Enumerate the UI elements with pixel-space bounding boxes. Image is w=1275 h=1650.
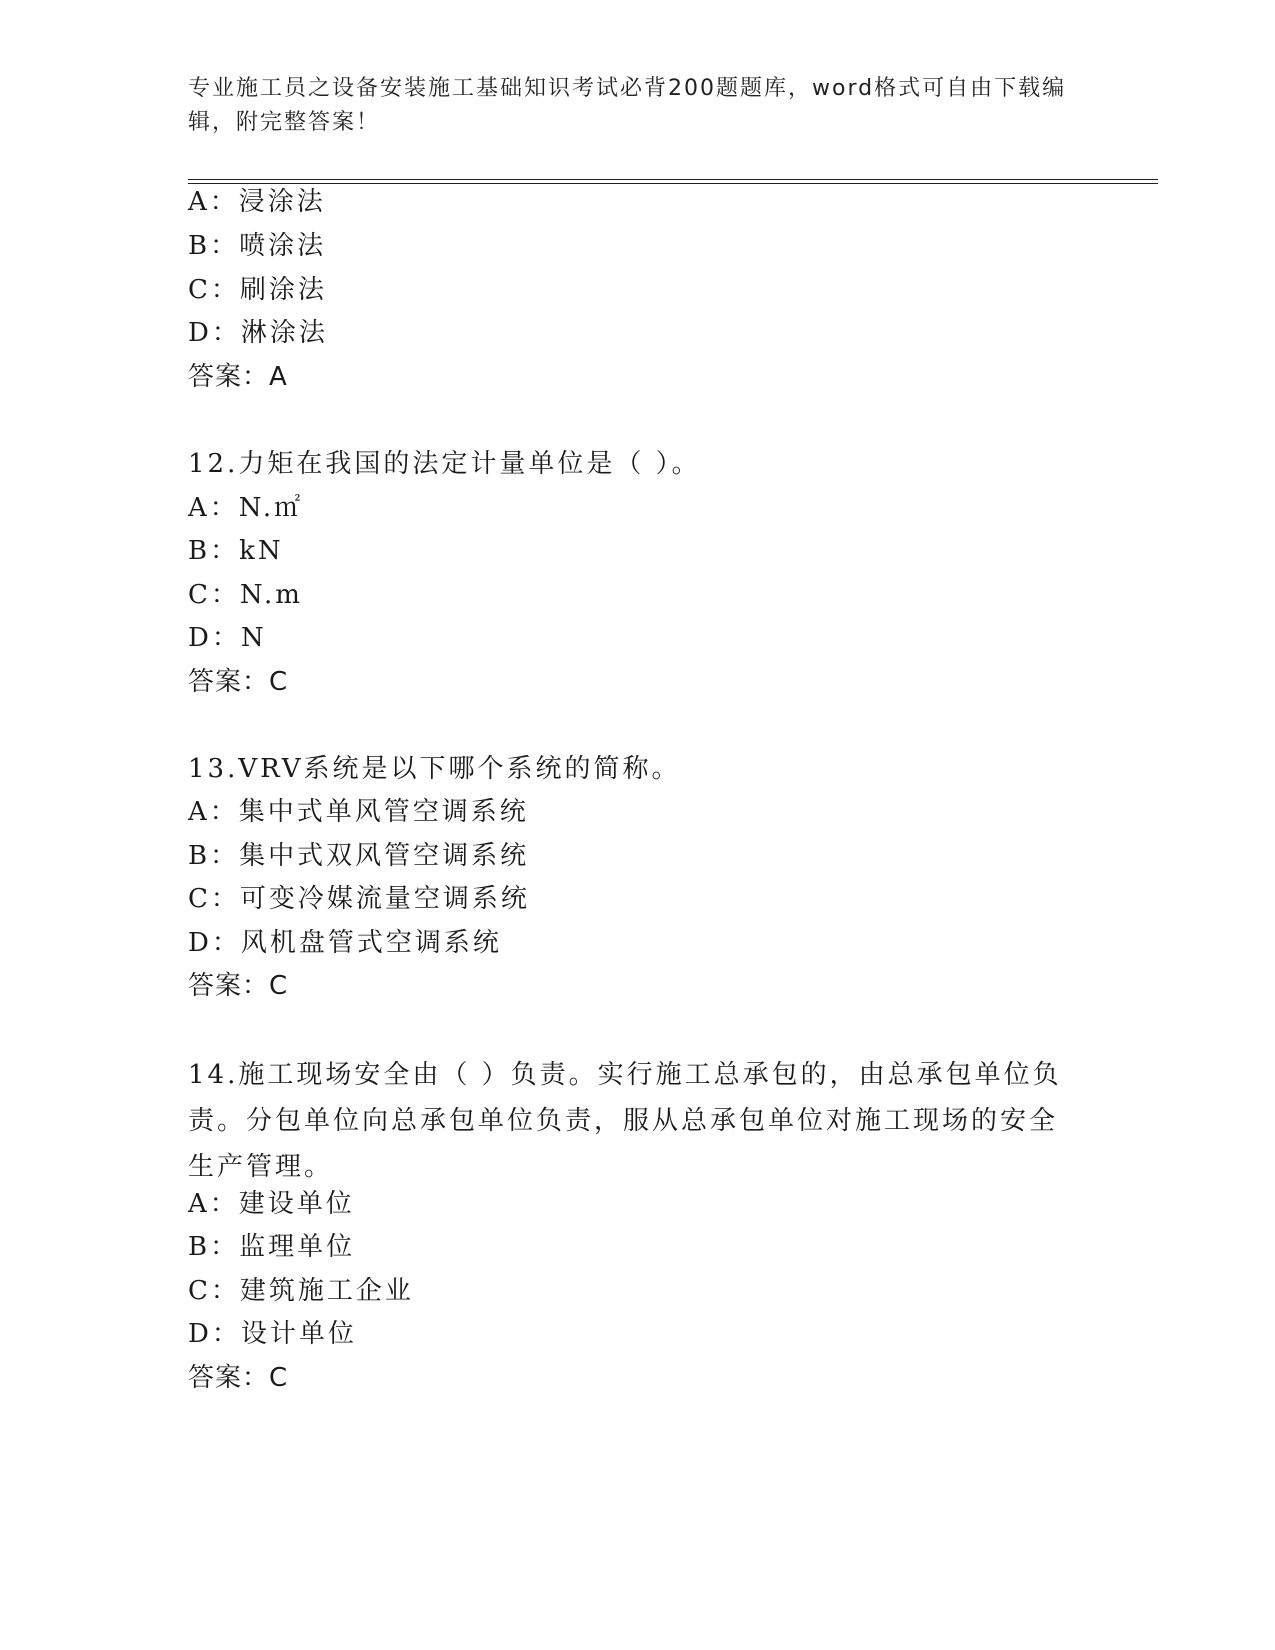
q11-option-c: C：刷涂法 xyxy=(188,275,327,305)
q14-option-a: A：建设单位 xyxy=(188,1189,355,1219)
q12-option-d: D：N xyxy=(188,623,267,653)
q11-option-b: B：喷涂法 xyxy=(188,231,327,261)
document-header-title: 专业施工员之设备安装施工基础知识考试必背200题题库，word格式可自由下载编辑，附完整答案！ xyxy=(188,76,1067,135)
q14-option-c: C：建筑施工企业 xyxy=(188,1276,414,1306)
q13-option-a: A：集中式单风管空调系统 xyxy=(188,797,529,827)
header-divider xyxy=(188,179,1158,184)
q14-option-b: B：监理单位 xyxy=(188,1232,356,1262)
q13-option-d: D：风机盘管式空调系统 xyxy=(188,928,502,958)
q14-option-d: D：设计单位 xyxy=(188,1319,357,1349)
q12-option-c: C：N.m xyxy=(188,580,303,610)
q14-answer: 答案：C xyxy=(188,1363,289,1393)
q11-answer: 答案：A xyxy=(188,362,288,392)
q11-option-d: D：淋涂法 xyxy=(188,318,328,348)
q12-option-a: A：N.㎡ xyxy=(188,493,304,523)
q14-question: 14.施工现场安全由（ ）负责。实行施工总承包的，由总承包单位负责。分包单位向总承包单位负责，服从总承包单位对施工现场的安全生产管理。 xyxy=(188,1060,1062,1182)
q12-answer: 答案：C xyxy=(188,667,289,697)
q11-option-a: A：浸涂法 xyxy=(188,187,326,217)
q13-question: 13.VRV系统是以下哪个系统的简称。 xyxy=(188,754,681,784)
q13-option-c: C：可变冷媒流量空调系统 xyxy=(188,884,530,914)
q12-question: 12.力矩在我国的法定计量单位是（ ）。 xyxy=(188,449,701,479)
q13-option-b: B：集中式双风管空调系统 xyxy=(188,841,530,871)
q13-answer: 答案：C xyxy=(188,971,289,1001)
q12-option-b: B：kN xyxy=(188,536,284,566)
